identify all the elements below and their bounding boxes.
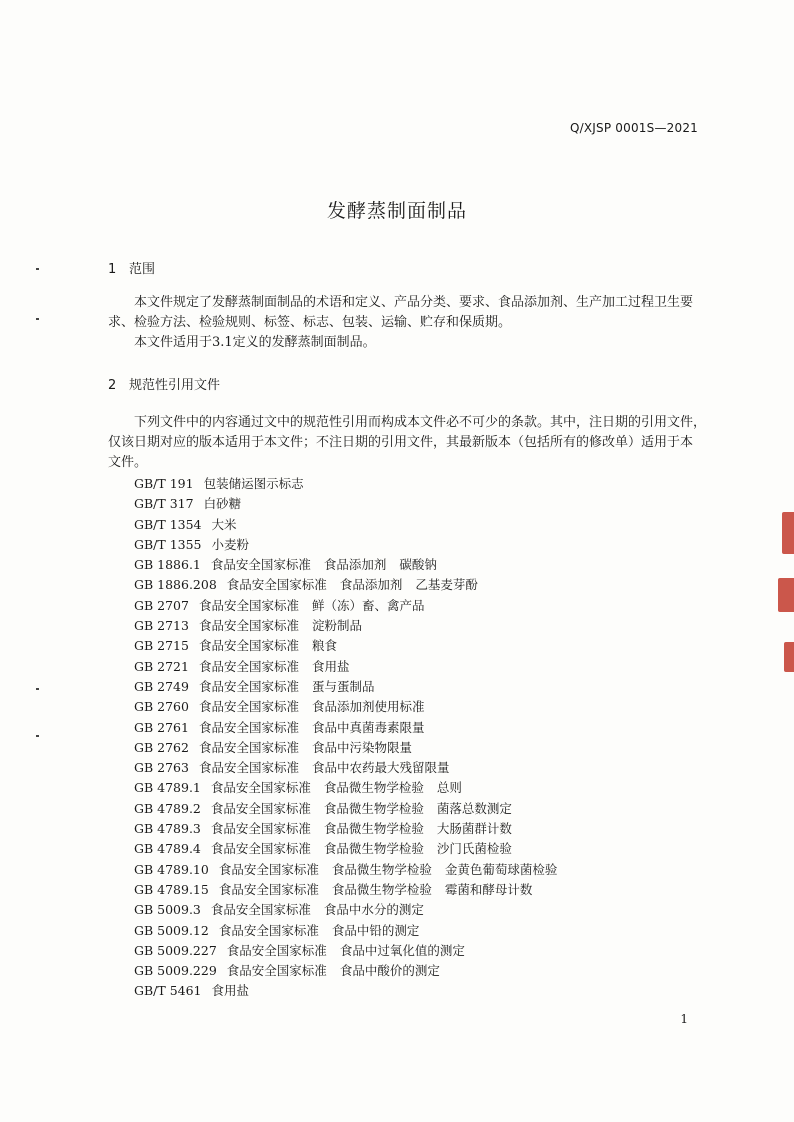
- reference-title-part: 小麦粉: [211, 536, 250, 552]
- reference-title-part: 食用盐: [311, 658, 350, 674]
- reference-title-part: 食品安全国家标准: [226, 963, 327, 979]
- reference-code: GB 4789.10: [134, 861, 209, 877]
- reference-code: GB 2761: [134, 719, 189, 735]
- reference-item: [134, 961, 570, 981]
- reference-code: GB 4789.4: [134, 841, 201, 857]
- section-2-body: [108, 413, 707, 473]
- reference-code: GB/T 1355: [134, 536, 202, 552]
- reference-code: GB/T 317: [134, 496, 194, 512]
- reference-code: GB/T 1354: [134, 516, 202, 532]
- reference-title-part: 食品安全国家标准: [198, 678, 299, 694]
- reference-title-part: 食品安全国家标准: [198, 618, 299, 634]
- reference-title-part: 食用盐: [211, 983, 250, 999]
- reference-title-part: 食品中过氧化值的测定: [339, 942, 465, 958]
- reference-item: [134, 677, 570, 697]
- reference-item: [134, 697, 570, 717]
- paragraph-line: 求、检验方法、检验规则、标签、标志、包装、运输、贮存和保质期。: [108, 315, 512, 330]
- reference-title-part: 粮食: [311, 638, 337, 654]
- reference-code: GB/T 191: [134, 476, 194, 491]
- document-title: 发酵蒸制面制品: [326, 200, 467, 222]
- reference-title-part: 食品安全国家标准: [226, 942, 327, 958]
- reference-title-part: 包装储运图示标志: [203, 476, 304, 491]
- section-number: 1: [108, 262, 117, 277]
- reference-code: GB 5009.227: [134, 942, 217, 958]
- reference-code: GB 5009.12: [134, 922, 209, 938]
- page-number: 1: [680, 1012, 688, 1026]
- reference-item: [134, 981, 570, 1001]
- reference-code: GB 2760: [134, 699, 189, 715]
- section-1-heading: [108, 258, 155, 277]
- reference-code: GB 2762: [134, 739, 189, 755]
- reference-title-part: 食品微生物学检验: [323, 821, 424, 837]
- reference-title-part: 食品微生物学检验: [323, 800, 424, 816]
- reference-title-part: 霉菌和酵母计数: [444, 881, 533, 897]
- reference-title-part: 食品中酸价的测定: [339, 963, 440, 979]
- scan-speck: [36, 318, 39, 320]
- reference-item: [134, 616, 570, 636]
- reference-code: GB 4789.2: [134, 800, 201, 816]
- paragraph-line: 仅该日期对应的版本适用于本文件；不注日期的引用文件，其最新版本（包括所有的修改单）适用于本: [108, 435, 694, 450]
- reference-title-part: 食品中污染物限量: [311, 739, 412, 755]
- reference-code: GB 4789.3: [134, 821, 201, 837]
- reference-title-part: 食品安全国家标准: [226, 577, 327, 593]
- reference-code: GB/T 5461: [134, 983, 202, 999]
- reference-item: [134, 860, 570, 880]
- reference-code: GB 4789.1: [134, 780, 201, 796]
- reference-title-part: 食品安全国家标准: [198, 638, 299, 654]
- reference-item: [134, 494, 570, 514]
- reference-item: [134, 738, 570, 758]
- reference-title-part: 菌落总数测定: [436, 800, 512, 816]
- reference-item: [134, 718, 570, 738]
- reference-code: GB 2763: [134, 760, 189, 776]
- reference-code: GB 5009.229: [134, 963, 217, 979]
- section-1-body: [108, 293, 700, 353]
- reference-code: GB 4789.15: [134, 881, 209, 897]
- paragraph-line: 下列文件中的内容通过文中的规范性引用而构成本文件必不可少的条款。其中，注日期的引用文件，: [134, 415, 707, 430]
- reference-title-part: 食品中农药最大残留限量: [311, 760, 450, 776]
- reference-item: [134, 515, 570, 535]
- reference-title-part: 食品安全国家标准: [218, 861, 319, 877]
- reference-item: [134, 575, 570, 595]
- reference-title-part: 大肠菌群计数: [436, 821, 512, 837]
- reference-title-part: 食品安全国家标准: [210, 841, 311, 857]
- standard-code: Q/XJSP 0001S—2021: [569, 121, 698, 135]
- reference-title-part: 食品添加剂: [339, 577, 403, 593]
- reference-item: [134, 799, 570, 819]
- reference-title-part: 沙门氏菌检验: [436, 841, 512, 857]
- reference-title-part: 食品微生物学检验: [331, 861, 432, 877]
- reference-title-part: 食品添加剂: [323, 557, 387, 573]
- reference-title-part: 食品安全国家标准: [198, 597, 299, 613]
- section-2-heading: [108, 374, 220, 393]
- reference-code: GB 2749: [134, 678, 189, 694]
- reference-code: GB 2707: [134, 597, 189, 613]
- reference-item: [134, 657, 570, 677]
- reference-item: [134, 596, 570, 616]
- reference-item: [134, 839, 570, 859]
- reference-item: [134, 758, 570, 778]
- reference-code: GB 2715: [134, 638, 189, 654]
- reference-title-part: 食品安全国家标准: [198, 719, 299, 735]
- reference-title-part: 金黄色葡萄球菌检验: [444, 861, 558, 877]
- scan-speck: [36, 688, 39, 690]
- paragraph-line: 本文件规定了发酵蒸制面制品的术语和定义、产品分类、要求、食品添加剂、生产加工过程卫生要: [134, 295, 694, 310]
- reference-title-part: 食品安全国家标准: [210, 780, 311, 796]
- reference-title-part: 总则: [436, 780, 462, 796]
- reference-title-part: 食品中铅的测定: [331, 922, 420, 938]
- reference-title-part: 大米: [211, 516, 237, 532]
- reference-item: [134, 819, 570, 839]
- reference-code: GB 1886.1: [134, 557, 201, 573]
- reference-item: [134, 555, 570, 575]
- reference-title-part: 食品安全国家标准: [210, 557, 311, 573]
- reference-title-part: 乙基麦芽酚: [415, 577, 478, 593]
- section-number: 2: [108, 378, 117, 393]
- reference-list: [134, 474, 570, 1002]
- reference-code: GB 5009.3: [134, 902, 201, 918]
- reference-item: [134, 880, 570, 900]
- reference-title-part: 食品安全国家标准: [218, 922, 319, 938]
- reference-code: GB 1886.208: [134, 577, 217, 593]
- scan-speck: [36, 735, 39, 737]
- reference-title-part: 蛋与蛋制品: [311, 678, 375, 694]
- reference-title-part: 食品安全国家标准: [198, 699, 299, 715]
- paragraph-line: 本文件适用于3.1定义的发酵蒸制面制品。: [134, 335, 376, 350]
- reference-item: [134, 941, 570, 961]
- stamp-fragment: [784, 642, 794, 672]
- reference-title-part: 食品安全国家标准: [198, 658, 299, 674]
- reference-item: [134, 778, 570, 798]
- reference-item: [134, 636, 570, 656]
- reference-item: [134, 900, 570, 920]
- reference-title-part: 食品微生物学检验: [323, 780, 424, 796]
- reference-title-part: 碳酸钠: [399, 557, 437, 573]
- reference-item: [134, 474, 570, 494]
- reference-title-part: 食品中真菌毒素限量: [311, 719, 425, 735]
- reference-code: GB 2721: [134, 658, 189, 674]
- reference-item: [134, 921, 570, 941]
- reference-title-part: 食品安全国家标准: [210, 800, 311, 816]
- stamp-fragment: [778, 578, 794, 612]
- reference-title-part: 鲜（冻）畜、禽产品: [311, 597, 425, 613]
- reference-title-part: 食品微生物学检验: [331, 881, 432, 897]
- reference-title-part: 食品安全国家标准: [210, 821, 311, 837]
- reference-title-part: 食品安全国家标准: [210, 902, 311, 918]
- section-title: 范围: [129, 262, 156, 277]
- reference-title-part: 食品中水分的测定: [323, 902, 424, 918]
- reference-item: [134, 535, 570, 555]
- section-title: 规范性引用文件: [129, 378, 221, 393]
- scan-speck: [36, 268, 39, 270]
- reference-title-part: 淀粉制品: [311, 618, 362, 634]
- reference-title-part: 食品添加剂使用标准: [311, 699, 425, 715]
- stamp-fragment: [782, 512, 794, 554]
- paragraph-line: 文件。: [108, 455, 148, 470]
- reference-title-part: 食品安全国家标准: [198, 760, 299, 776]
- reference-code: GB 2713: [134, 618, 189, 634]
- reference-title-part: 食品微生物学检验: [323, 841, 424, 857]
- reference-title-part: 食品安全国家标准: [198, 739, 299, 755]
- reference-title-part: 白砂糖: [203, 496, 242, 512]
- reference-title-part: 食品安全国家标准: [218, 881, 319, 897]
